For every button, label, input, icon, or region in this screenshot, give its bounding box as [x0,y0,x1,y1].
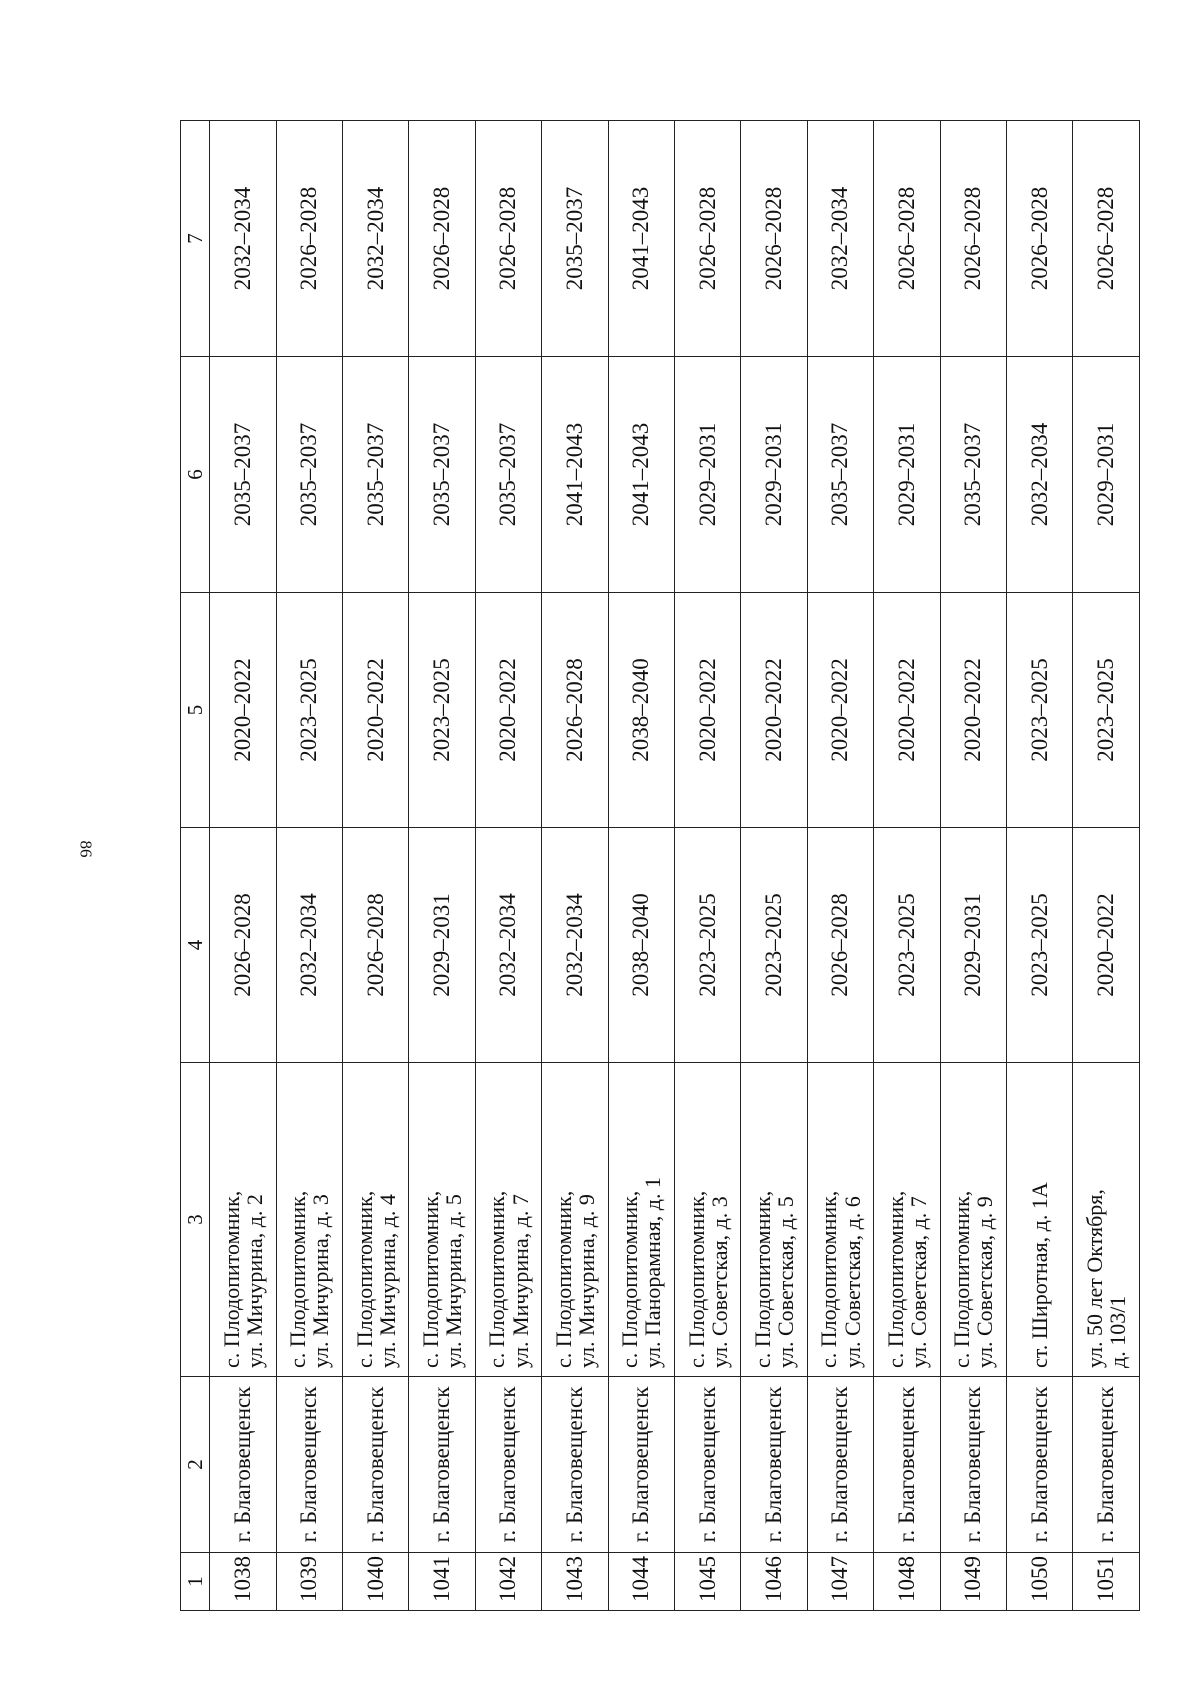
address-line-1: ст. Широтная, д. 1А [1027,1182,1053,1368]
period-cell: 2035–2037 [409,357,475,593]
table-row [940,121,1006,1611]
city-cell: г. Благовещенск [342,1377,408,1553]
period-cell: 2026–2028 [874,121,940,357]
address-cell [409,1063,475,1377]
row-number-cell: 1051 [1073,1553,1140,1611]
address-line-2: ул. Мичурина, д. 7 [507,1194,533,1368]
address-line-1: с. Плодопитомник, [882,1190,908,1368]
table-row [210,121,276,1611]
period-cell: 2023–2025 [874,828,940,1063]
table-row [1073,121,1140,1611]
row-number-cell: 1044 [608,1553,674,1611]
period-cell: 2041–2043 [608,121,674,357]
city-cell: г. Благовещенск [1073,1377,1140,1553]
period-cell: 2035–2037 [542,121,608,357]
period-cell: 2032–2034 [342,121,408,357]
address-cell [475,1063,541,1377]
address-line-1: с. Плодопитомник, [418,1190,443,1368]
row-number-cell: 1047 [807,1553,873,1611]
table-row [342,121,408,1611]
period-cell: 2029–2031 [940,828,1006,1063]
period-cell: 2026–2028 [940,121,1006,357]
row-number-cell: 1039 [276,1553,342,1611]
address-line-2: ул. Советская, д. 6 [839,1196,865,1368]
period-cell: 2026–2028 [409,121,475,357]
city-cell: г. Благовещенск [210,1377,276,1553]
address-line-1: с. Плодопитомник, [816,1190,842,1368]
period-cell: 2026–2028 [210,828,276,1063]
period-cell: 2020–2022 [741,593,807,828]
address-cell [608,1063,674,1377]
row-number-cell: 1043 [542,1553,608,1611]
period-cell: 2032–2034 [807,121,873,357]
table-row [276,121,342,1611]
period-cell: 2023–2025 [675,828,741,1063]
period-cell: 2041–2043 [542,357,608,593]
address-line-2: ул. Панорамная, д. 1 [640,1177,666,1368]
period-cell: 2023–2025 [409,593,475,828]
city-cell: г. Благовещенск [475,1377,541,1553]
city-cell: г. Благовещенск [807,1377,873,1553]
address-line-1: с. Плодопитомник, [484,1190,510,1368]
column-header: 2 [181,1377,210,1553]
period-cell: 2023–2025 [276,593,342,828]
city-cell: г. Благовещенск [940,1377,1006,1553]
period-cell: 2032–2034 [475,828,541,1063]
period-cell: 2020–2022 [675,593,741,828]
table-row [741,121,807,1611]
period-cell: 2020–2022 [874,593,940,828]
address-line-1: с. Плодопитомник, [351,1190,377,1368]
address-line-1: с. Плодопитомник, [218,1190,244,1368]
period-cell: 2029–2031 [409,828,475,1063]
address-cell [342,1063,408,1377]
table-row [409,121,475,1611]
period-cell: 2029–2031 [675,357,741,593]
column-header: 1 [181,1553,210,1611]
table-row [675,121,741,1611]
city-cell: г. Благовещенск [741,1377,807,1553]
city-cell: г. Благовещенск [276,1377,342,1553]
table-row [807,121,873,1611]
period-cell: 2026–2028 [675,121,741,357]
period-cell: 2026–2028 [1007,121,1073,357]
row-number-cell: 1040 [342,1553,408,1611]
period-cell: 2035–2037 [940,357,1006,593]
column-header: 6 [181,357,210,593]
address-line-2: ул. Мичурина, д. 3 [308,1194,334,1368]
housing-schedule-table [180,120,1140,1611]
address-cell [741,1063,807,1377]
page-number: 86 [76,840,96,858]
address-line-1: с. Плодопитомник, [750,1190,776,1368]
table-row [1007,121,1073,1611]
period-cell: 2038–2040 [608,593,674,828]
period-cell: 2035–2037 [342,357,408,593]
address-line-1: с. Плодопитомник, [617,1190,643,1368]
row-number-cell: 1049 [940,1553,1006,1611]
address-line-1: с. Плодопитомник, [550,1190,576,1368]
column-header: 5 [181,593,210,828]
address-line-2: ул. Советская, д. 7 [905,1196,931,1368]
period-cell: 2032–2034 [276,828,342,1063]
period-cell: 2020–2022 [1073,828,1140,1063]
period-cell: 2026–2028 [342,828,408,1063]
address-cell [210,1063,276,1377]
address-line-2: ул. Советская, д. 5 [773,1196,799,1368]
address-line-2: ул. Советская, д. 3 [706,1196,732,1368]
period-cell: 2023–2025 [1007,828,1073,1063]
period-cell: 2041–2043 [608,357,674,593]
column-header: 7 [181,121,210,357]
period-cell: 2026–2028 [1073,121,1140,357]
address-cell [675,1063,741,1377]
period-cell: 2023–2025 [1007,593,1073,828]
address-line-1: с. Плодопитомник, [285,1190,311,1368]
table-wrapper [180,121,1140,1611]
row-number-cell: 1038 [210,1553,276,1611]
city-cell: г. Благовещенск [542,1377,608,1553]
column-header: 3 [181,1063,210,1377]
table-row [542,121,608,1611]
period-cell: 2023–2025 [741,828,807,1063]
city-cell: г. Благовещенск [608,1377,674,1553]
period-cell: 2038–2040 [608,828,674,1063]
column-header: 4 [181,828,210,1063]
address-line-1: с. Плодопитомник, [949,1190,975,1368]
period-cell: 2035–2037 [475,357,541,593]
row-number-cell: 1050 [1007,1553,1073,1611]
period-cell: 2026–2028 [807,828,873,1063]
address-cell [940,1063,1006,1377]
row-number-cell: 1048 [874,1553,940,1611]
period-cell: 2020–2022 [475,593,541,828]
address-line-2: ул. Мичурина, д. 5 [441,1194,467,1368]
period-cell: 2026–2028 [276,121,342,357]
period-cell: 2035–2037 [210,357,276,593]
row-number-cell: 1046 [741,1553,807,1611]
address-line-2: д. 103/1 [1105,1295,1131,1368]
period-cell: 2020–2022 [210,593,276,828]
address-cell [1073,1063,1140,1377]
period-cell: 2023–2025 [1073,593,1140,828]
period-cell: 2020–2022 [940,593,1006,828]
period-cell: 2029–2031 [874,357,940,593]
row-number-cell: 1045 [675,1553,741,1611]
period-cell: 2032–2034 [542,828,608,1063]
period-cell: 2020–2022 [342,593,408,828]
period-cell: 2035–2037 [276,357,342,593]
address-line-2: ул. Мичурина, д. 9 [573,1194,599,1368]
header-row [181,121,210,1611]
period-cell: 2026–2028 [741,121,807,357]
city-cell: г. Благовещенск [409,1377,475,1553]
period-cell: 2032–2034 [1007,357,1073,593]
address-cell [276,1063,342,1377]
address-line-2: ул. Мичурина, д. 2 [241,1194,267,1368]
address-cell [807,1063,873,1377]
city-cell: г. Благовещенск [874,1377,940,1553]
period-cell: 2032–2034 [210,121,276,357]
address-cell [542,1063,608,1377]
address-line-2: ул. Советская, д. 9 [972,1196,998,1368]
period-cell: 2029–2031 [1073,357,1140,593]
table-row [874,121,940,1611]
address-line-1: ул. 50 лет Октября, [1082,1189,1108,1368]
period-cell: 2035–2037 [807,357,873,593]
row-number-cell: 1041 [409,1553,475,1611]
address-cell [1007,1063,1073,1377]
address-line-2: ул. Мичурина, д. 4 [374,1194,400,1368]
period-cell: 2026–2028 [542,593,608,828]
table-row [475,121,541,1611]
period-cell: 2026–2028 [475,121,541,357]
city-cell: г. Благовещенск [675,1377,741,1553]
table-row [608,121,674,1611]
city-cell: г. Благовещенск [1007,1377,1073,1553]
address-line-1: с. Плодопитомник, [683,1190,709,1368]
address-cell [874,1063,940,1377]
period-cell: 2020–2022 [807,593,873,828]
row-number-cell: 1042 [475,1553,541,1611]
period-cell: 2029–2031 [741,357,807,593]
